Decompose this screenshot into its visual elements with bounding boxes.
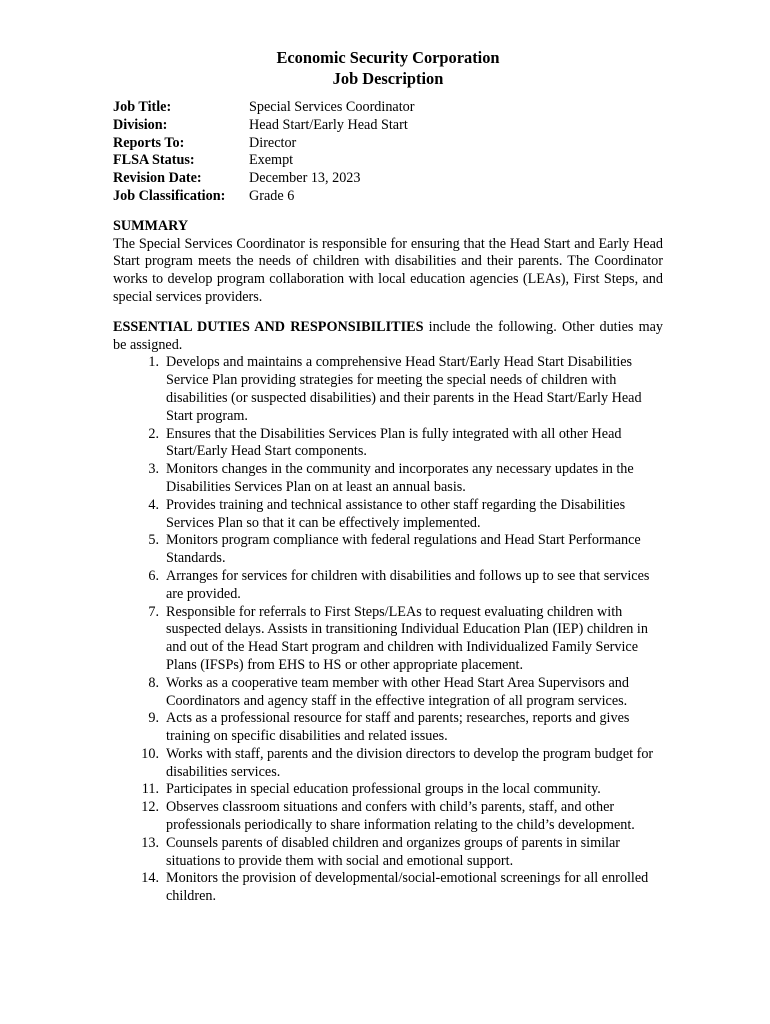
item-number: 10. <box>141 745 159 762</box>
list-item <box>113 835 663 871</box>
item-text: Works with staff, parents and the division directors to develop the program budget for disabilities services. <box>166 745 654 780</box>
item-text: Responsible for referrals to First Steps/LEAs to request evaluating children with suspected delays. Assists in transitioning Individual Education Plan (IEP) children in and out of the Head Start program and children with Individualized Family Service Plans (IFSPs) from EHS to HS or other appropriate placement. <box>166 603 648 673</box>
meta-value: Director <box>249 134 297 151</box>
list-item <box>113 870 663 906</box>
list-item <box>113 497 663 533</box>
item-number: 4. <box>148 496 159 513</box>
item-number: 11. <box>141 781 159 798</box>
item-text: Counsels parents of disabled children and organizes groups of parents in similar situations to provide them with social and emotional support. <box>166 834 621 869</box>
item-number: 6. <box>148 567 159 584</box>
item-number: 14. <box>141 870 159 887</box>
item-text: Ensures that the Disabilities Services Plan is fully integrated with all other Head Start/Early Head Start components. <box>166 425 622 460</box>
document-type: Job Description <box>332 69 444 88</box>
item-text: Observes classroom situations and confers with child’s parents, staff, and other professionals periodically to share information relating to the child’s development. <box>166 799 635 834</box>
list-item <box>113 746 663 782</box>
meta-value: Head Start/Early Head Start <box>249 116 408 133</box>
meta-label: FLSA Status: <box>113 152 195 169</box>
list-item <box>113 426 663 462</box>
meta-label: Division: <box>113 116 168 133</box>
item-number: 9. <box>148 710 159 727</box>
item-number: 13. <box>141 834 159 851</box>
list-item <box>113 781 663 799</box>
company-name: Economic Security Corporation <box>276 48 500 67</box>
duties-section <box>113 319 663 906</box>
meta-row-flsa-status <box>113 152 663 170</box>
item-text: Develops and maintains a comprehensive Head Start/Early Head Start Disabilities Service Plan providing strategies for meeting the special needs of children with disabilities (or suspected disabilities) and their parents in the Head Start/Early Head Start program. <box>166 354 642 424</box>
list-item <box>113 675 663 711</box>
item-number: 3. <box>148 461 159 478</box>
meta-value: Exempt <box>249 152 294 169</box>
duties-intro <box>113 319 663 355</box>
list-item <box>113 799 663 835</box>
item-text: Acts as a professional resource for staff and parents; researches, reports and gives training on specific disabilities and related issues. <box>166 710 630 745</box>
meta-value: Special Services Coordinator <box>249 99 415 115</box>
document-page <box>113 47 663 906</box>
list-item <box>113 461 663 497</box>
meta-row-job-title <box>113 99 663 117</box>
meta-label: Reports To: <box>113 134 185 151</box>
meta-label: Revision Date: <box>113 170 202 187</box>
duties-heading: ESSENTIAL DUTIES AND RESPONSIBILITIES <box>113 318 424 335</box>
item-text: Monitors the provision of developmental/social-emotional screenings for all enrolled children. <box>166 870 649 905</box>
meta-label: Job Title: <box>113 99 172 115</box>
meta-row-revision-date <box>113 170 663 188</box>
list-item <box>113 710 663 746</box>
item-number: 12. <box>141 799 159 816</box>
summary-section <box>113 218 663 307</box>
summary-text: The Special Services Coordinator is responsible for ensuring that the Head Start and Early Head Start program meets the needs of children with disabilities and their parents. The Coordinator works to develop program collaboration with local education agencies (LEAs), First Steps, and special services providers. <box>113 235 663 305</box>
item-text: Arranges for services for children with disabilities and follows up to see that services are provided. <box>166 567 650 602</box>
item-number: 1. <box>148 354 159 371</box>
item-text: Monitors program compliance with federal regulations and Head Start Performance Standards. <box>166 532 641 567</box>
item-number: 5. <box>148 532 159 549</box>
list-item <box>113 532 663 568</box>
item-text: Participates in special education professional groups in the local community. <box>166 781 601 798</box>
meta-label: Job Classification: <box>113 187 226 204</box>
summary-heading: SUMMARY <box>113 217 189 234</box>
meta-value: Grade 6 <box>249 187 295 204</box>
meta-row-division <box>113 117 663 135</box>
list-item <box>113 604 663 675</box>
duties-list <box>113 354 663 906</box>
item-number: 7. <box>148 603 159 620</box>
meta-row-job-classification <box>113 188 663 206</box>
list-item <box>113 568 663 604</box>
item-number: 2. <box>148 425 159 442</box>
meta-value: December 13, 2023 <box>249 170 361 187</box>
item-number: 8. <box>148 674 159 691</box>
item-text: Works as a cooperative team member with other Head Start Area Supervisors and Coordinators and agency staff in the effective integration of all program services. <box>166 674 629 709</box>
item-text: Provides training and technical assistance to other staff regarding the Disabilities Services Plan so that it can be effectively implemented. <box>166 496 626 531</box>
meta-row-reports-to <box>113 135 663 153</box>
duties-intro-text: include the following. Other duties may be assigned. <box>113 318 663 353</box>
item-text: Monitors changes in the community and incorporates any necessary updates in the Disabilities Services Plan on at least an annual basis. <box>166 461 634 495</box>
job-meta <box>113 99 663 206</box>
list-item <box>113 354 663 425</box>
